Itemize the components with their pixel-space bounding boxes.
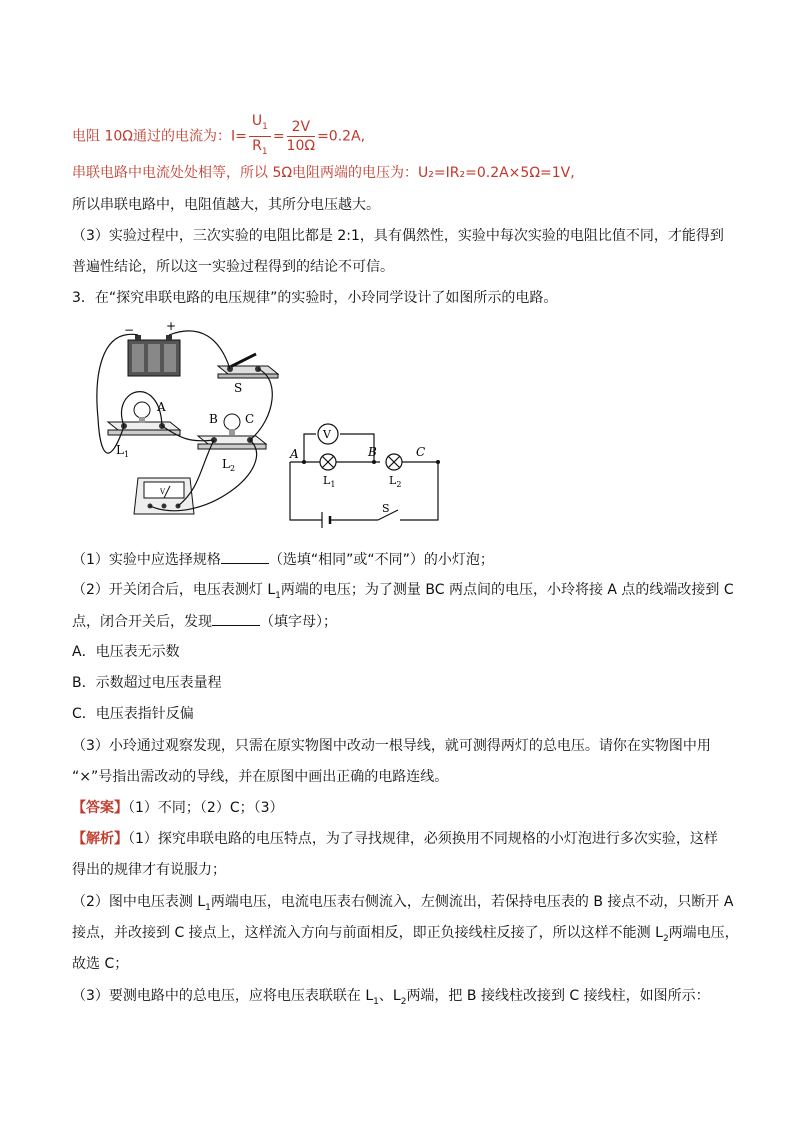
answer-blank-1[interactable]: [221, 549, 269, 564]
voltmeter-label: V: [160, 488, 166, 496]
lamp-a-label: A: [157, 400, 166, 414]
schematic-label-c: C: [416, 445, 426, 459]
lamp-b-label: B: [209, 412, 218, 426]
schematic-label-s: S: [382, 502, 390, 515]
calc-current-suffix: =0.2A,: [317, 128, 366, 145]
schematic-node-b: [372, 460, 376, 464]
option-b: B．示数超过电压表量程: [72, 675, 222, 691]
question-3-line1: （3）小玲通过观察发现，只需在原实物图中改动一根导线，就可测得两灯的总电压。请你在实物图中用: [72, 738, 711, 754]
calc-current-prefix: 电阻 10Ω通过的电流为：I=: [72, 128, 247, 145]
fraction-2v-10ohm: $\frac{2V}{10\Omega}$: [286, 118, 316, 154]
question-2-line2: 点，闭合开关后，发现 （填字母）；: [72, 611, 337, 632]
battery-plus-label: +: [166, 319, 177, 333]
lamp-l1-label: $L_1$: [116, 443, 130, 459]
battery-icon: [128, 335, 180, 376]
schematic-node-c: [436, 460, 440, 464]
calc-current: 电阻 10Ω通过的电流为：I= $\frac{U_1}{R_1}$ = $\frac{2V}{10\Omega}$ =0.2A,: [72, 112, 365, 161]
option-c: C．电压表指针反偏: [72, 706, 194, 722]
part3-line1: （3）实验过程中，三次实验的电阻比都是 2:1，具有偶然性，实验中每次实验的电阻比值不同，才能得到: [72, 228, 724, 244]
answer-blank-2[interactable]: [212, 611, 260, 626]
calc-voltage: 串联电路中电流处处相等，所以 5Ω电阻两端的电压为：U₂=IR₂=0.2A×5Ω=1V,: [72, 165, 575, 181]
question-1: （1）实验中应选择规格 （选填“相同”或“不同”）的小灯泡；: [72, 549, 494, 570]
lamp-c-label: C: [245, 412, 255, 426]
analysis-line4: 接点，并改接到 C 接点上，这样流入方向与前面相反，即正负接线柱反接了，所以这样不能测 $L_2$两端电压，: [72, 925, 739, 944]
schematic-voltmeter-label: V: [323, 428, 331, 441]
answer-tag: 【答案】: [72, 800, 128, 816]
analysis-line6: （3）要测电路中的总电压，应将电压表联联在 $L_1$、$L_2$两端，把 B 接线柱改接到 C 接线柱，如图所示：: [72, 988, 710, 1007]
question-3-line2: “×”号指出需改动的导线，并在原图中画出正确的电路连线。: [72, 769, 449, 785]
analysis-tag: 【解析】: [72, 831, 128, 847]
switch-label: S: [234, 381, 243, 395]
analysis-line3: （2）图中电压表测 $L_1$两端电压，电流电压表右侧流入，左侧流出，若保持电压表的 B 接点不动，只断开 A: [72, 894, 734, 913]
lamp-l2-label: $L_2$: [222, 457, 236, 473]
schematic-label-b: B: [368, 445, 377, 459]
knife-switch-icon: [218, 354, 278, 378]
part3-line2: 普遍性结论，所以这一实验过程得到的结论不可信。: [72, 259, 394, 275]
fraction-u1-r1: $\frac{U_1}{R_1}$: [249, 112, 271, 161]
schematic-label-l1: $L_1$: [323, 474, 336, 489]
question-2-line1: （2）开关闭合后，电压表测灯 $L_1$两端的电压；为了测量 BC 两点间的电压，小玲将接 A 点的线端改接到 C: [72, 582, 734, 601]
analysis-line5: 故选 C；: [72, 956, 129, 972]
question3-title: 3．在“探究串联电路的电压规律”的实验时，小玲同学设计了如图所示的电路。: [72, 290, 558, 306]
schematic-diagram: [290, 424, 438, 528]
conclusion-text: 所以串联电路中，电阻值越大，其所分电压越大。: [72, 197, 380, 213]
voltmeter-icon: [134, 478, 194, 514]
schematic-node-a: [302, 460, 306, 464]
circuit-figure: [80, 318, 480, 528]
analysis-line1: 【解析】（1）探究串联电路的电压特点，为了寻找规律，必须换用不同规格的小灯泡进行多次实验，这样: [72, 831, 718, 847]
analysis-line2: 得出的规律才有说服力；: [72, 862, 226, 878]
option-a: A．电压表无示数: [72, 644, 180, 660]
battery-minus-label: −: [124, 323, 135, 337]
answer-line: 【答案】（1）不同；（2）C；（3）: [72, 800, 284, 816]
schematic-label-l2: $L_2$: [389, 474, 402, 489]
schematic-label-a: A: [290, 447, 299, 461]
